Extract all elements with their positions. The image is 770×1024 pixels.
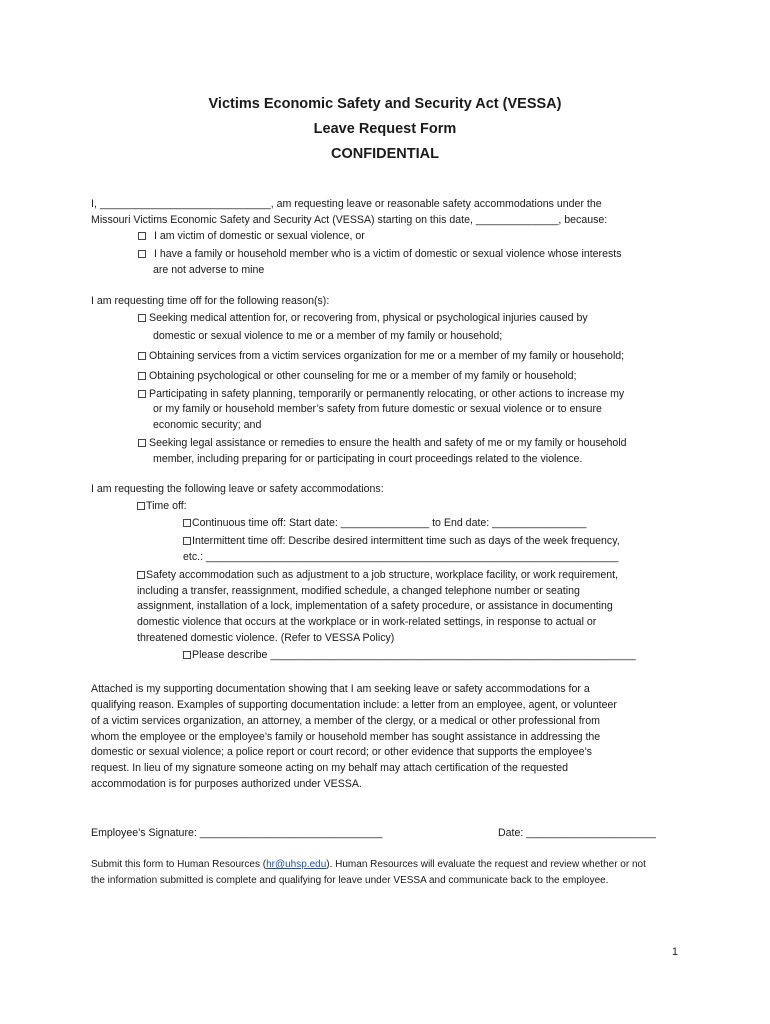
reason-services-checkbox[interactable] [138,352,146,360]
documentation-line-7: accommodation is for purposes authorized under VESSA. [91,778,362,790]
submit-instructions-line-1: Submit this form to Human Resources (hr@uhsp.edu). Human Resources will evaluate the request and review whether or not [91,859,646,870]
please-describe-checkbox[interactable] [183,651,191,659]
safety-accommodation-line-3: assignment, installation of a lock, implementation of a safety procedure, or assistance in documenting [137,600,613,612]
safety-accommodation-line-4: domestic violence that occurs at the workplace or in work-related settings, in response to actual or [137,616,597,628]
documentation-line-2: qualifying reason. Examples of supporting documentation include: a letter from an employee, agent, or volunteer [91,699,617,711]
reason-medical: Seeking medical attention for, or recovering from, physical or psychological injuries caused by [138,310,588,326]
family-option-continued: are not adverse to mine [153,264,265,276]
form-title: Victims Economic Safety and Security Act (VESSA) [208,96,562,112]
intro-line-1: I, _____________________________, am requesting leave or reasonable safety accommodations under the [91,198,602,210]
intermittent-time-off-checkbox[interactable] [183,537,191,545]
accommodations-heading: I am requesting the following leave or safety accommodations: [91,483,384,495]
signature-date-field[interactable]: Date: ______________________ [498,827,656,839]
time-off-option: Time off: [137,498,187,514]
reason-services: Obtaining services from a victim services organization for me or a member of my family or household; [138,348,624,364]
reason-medical-checkbox[interactable] [138,314,146,322]
continuous-time-off-option: Continuous time off: Start date: _______________ to End date: ________________ [183,515,586,531]
intermittent-time-off-option: Intermittent time off: Describe desired intermittent time such as days of the week frequency, [183,533,620,549]
please-describe-option: Please describe ______________________________________________________________ [183,647,636,663]
confidential-label: CONFIDENTIAL [331,146,439,162]
victim-checkbox[interactable] [138,232,146,240]
documentation-line-4: whom the employee or the employee’s family or household member has sought assistance in addressing the [91,731,601,743]
documentation-line-1: Attached is my supporting documentation showing that I am seeking leave or safety accommodations for a [91,683,590,695]
reasons-heading: I am requesting time off for the following reason(s): [91,295,330,307]
intro-line-2: Missouri Victims Economic Safety and Security Act (VESSA) starting on this date, ______________, because: [91,214,608,226]
intermittent-details-line: etc.: ______________________________________________________________________ [183,551,619,563]
page-number: 1 [672,946,678,958]
reason-medical-continued: domestic or sexual violence to me or a member of my family or household; [153,330,503,342]
reason-legal-continued: member, including preparing for or participating in court proceedings related to the violence. [153,453,583,465]
reason-safety-planning-continued-1: or my family or household member’s safety from future domestic or sexual violence or to ensure [153,403,602,415]
victim-option: I am victim of domestic or sexual violence, or [138,228,365,244]
family-option: I have a family or household member who is a victim of domestic or sexual violence whose interests [138,246,622,262]
reason-safety-planning-continued-2: economic security; and [153,419,262,431]
reason-safety-planning-checkbox[interactable] [138,390,146,398]
documentation-line-3: of a victim services organization, an attorney, a member of the clergy, or a medical or other professional from [91,715,600,727]
safety-accommodation-checkbox[interactable] [137,571,145,579]
safety-accommodation-line-5: threatened domestic violence. (Refer to VESSA Policy) [137,632,395,644]
safety-accommodation-option: Safety accommodation such as adjustment to a job structure, workplace facility, or work requirement, [137,567,618,583]
reason-legal: Seeking legal assistance or remedies to ensure the health and safety of me or my family or household [138,435,627,451]
reason-counseling-checkbox[interactable] [138,372,146,380]
submit-instructions-line-2: the information submitted is complete and qualifying for leave under VESSA and communicate back to the employee. [91,875,609,886]
documentation-line-6: request. In lieu of my signature someone acting on my behalf may attach certification of the requested [91,762,568,774]
reason-counseling: Obtaining psychological or other counseling for me or a member of my family or household; [138,368,577,384]
reason-legal-checkbox[interactable] [138,439,146,447]
hr-email-link[interactable]: hr@uhsp.edu [266,859,327,870]
documentation-line-5: domestic or sexual violence; a police report or court record; or other evidence that supports the employee’s [91,746,592,758]
family-member-checkbox[interactable] [138,250,146,258]
continuous-time-off-checkbox[interactable] [183,519,191,527]
reason-safety-planning: Participating in safety planning, temporarily or permanently relocating, or other actions to increase my [138,386,624,402]
safety-accommodation-line-2: including a transfer, reassignment, modified schedule, a changed telephone number or seating [137,585,580,597]
form-subtitle: Leave Request Form [313,121,457,137]
time-off-checkbox[interactable] [137,502,145,510]
employee-signature-field[interactable]: Employee’s Signature: _______________________________ [91,827,383,839]
